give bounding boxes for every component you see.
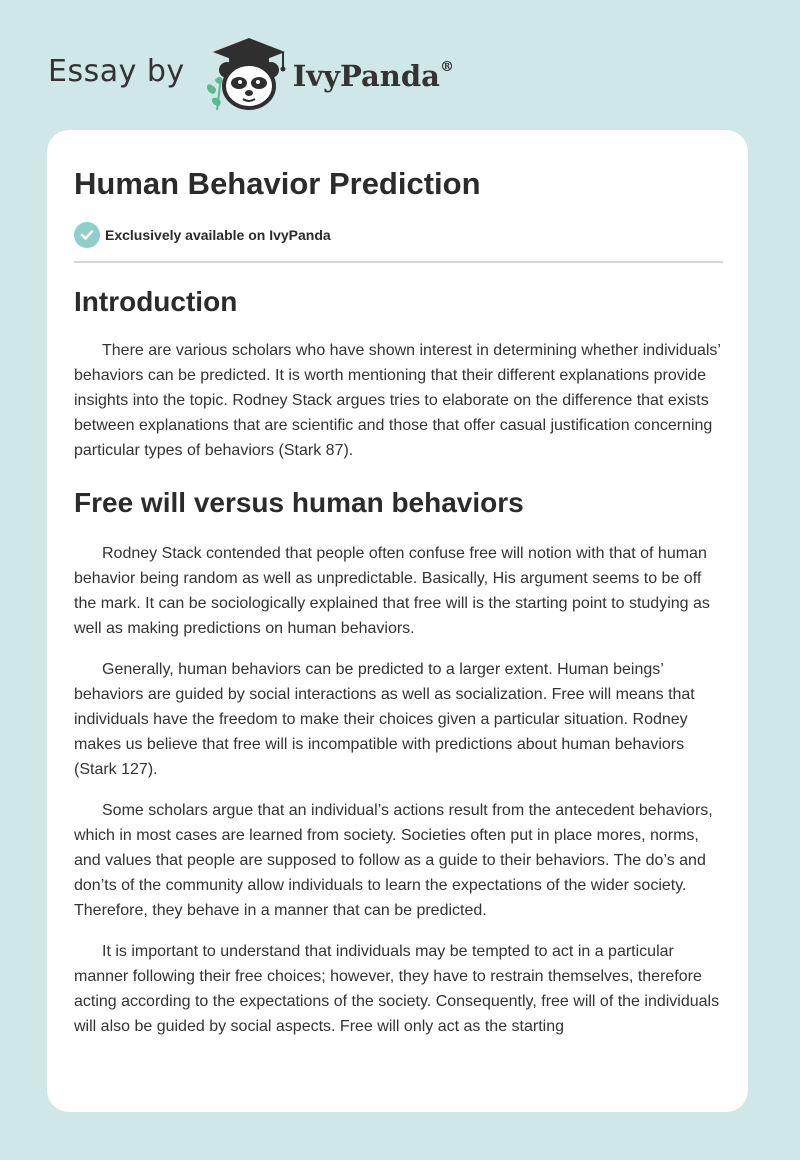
essay-by-label: Essay by	[48, 53, 185, 89]
essay-card	[47, 130, 748, 1112]
exclusive-badge-label: Exclusively available on IvyPanda	[105, 227, 331, 243]
brand-logo-text[interactable]: IvyPanda®	[292, 59, 454, 93]
paragraph: There are various scholars who have shown interest in determining whether individuals’ behaviors can be predicted. It is worth mentioning that their different explanations provide insights into the topic. Rodney Stack argues tries to elaborate on the difference that exists between explanations that are scientific and those that offer casual justification concerning particular types of behaviors (Stark 87).	[74, 342, 721, 459]
paragraph: Generally, human behaviors can be predicted to a larger extent. Human beings’ behaviors are guided by social interactions as well as socialization. Free will means that individuals have the freedom to make their choices given a particular situation. Rodney makes us believe that free will is incompatible with predictions about human behaviors (Stark 127).	[74, 661, 695, 778]
paragraph: Some scholars argue that an individual’s actions result from the antecedent behaviors, which in most cases are learned from society. Societies often put in place mores, norms, and values that people are supposed to follow as a guide to their behaviors. The do’s and don’ts of the community allow individuals to learn the expectations of the wider society. Therefore, they behave in a manner that can be predicted.	[74, 802, 713, 919]
exclusive-badge	[74, 222, 331, 248]
section-heading-introduction: Introduction	[74, 286, 238, 317]
page-title: Human Behavior Prediction	[74, 166, 481, 201]
title-divider	[74, 261, 723, 263]
panda-graduation-cap-icon[interactable]	[199, 34, 291, 114]
article-body	[74, 282, 723, 1039]
check-icon	[74, 222, 100, 248]
section-heading-free-will: Free will versus human behaviors	[74, 487, 524, 518]
site-header	[48, 34, 454, 114]
paragraph: Rodney Stack contended that people often confuse free will notion with that of human behavior being random as well as unpredictable. Basically, His argument seems to be off the mark. It can be sociologically explained that free will is the starting point to studying as well as making predictions on human behaviors.	[74, 545, 710, 637]
paragraph: It is important to understand that individuals may be tempted to act in a particular manner following their free choices; however, they have to restrain themselves, therefore acting according to the expectations of the society. Consequently, free will of the individuals will also be guided by social aspects. Free will only act as the starting	[74, 943, 720, 1035]
